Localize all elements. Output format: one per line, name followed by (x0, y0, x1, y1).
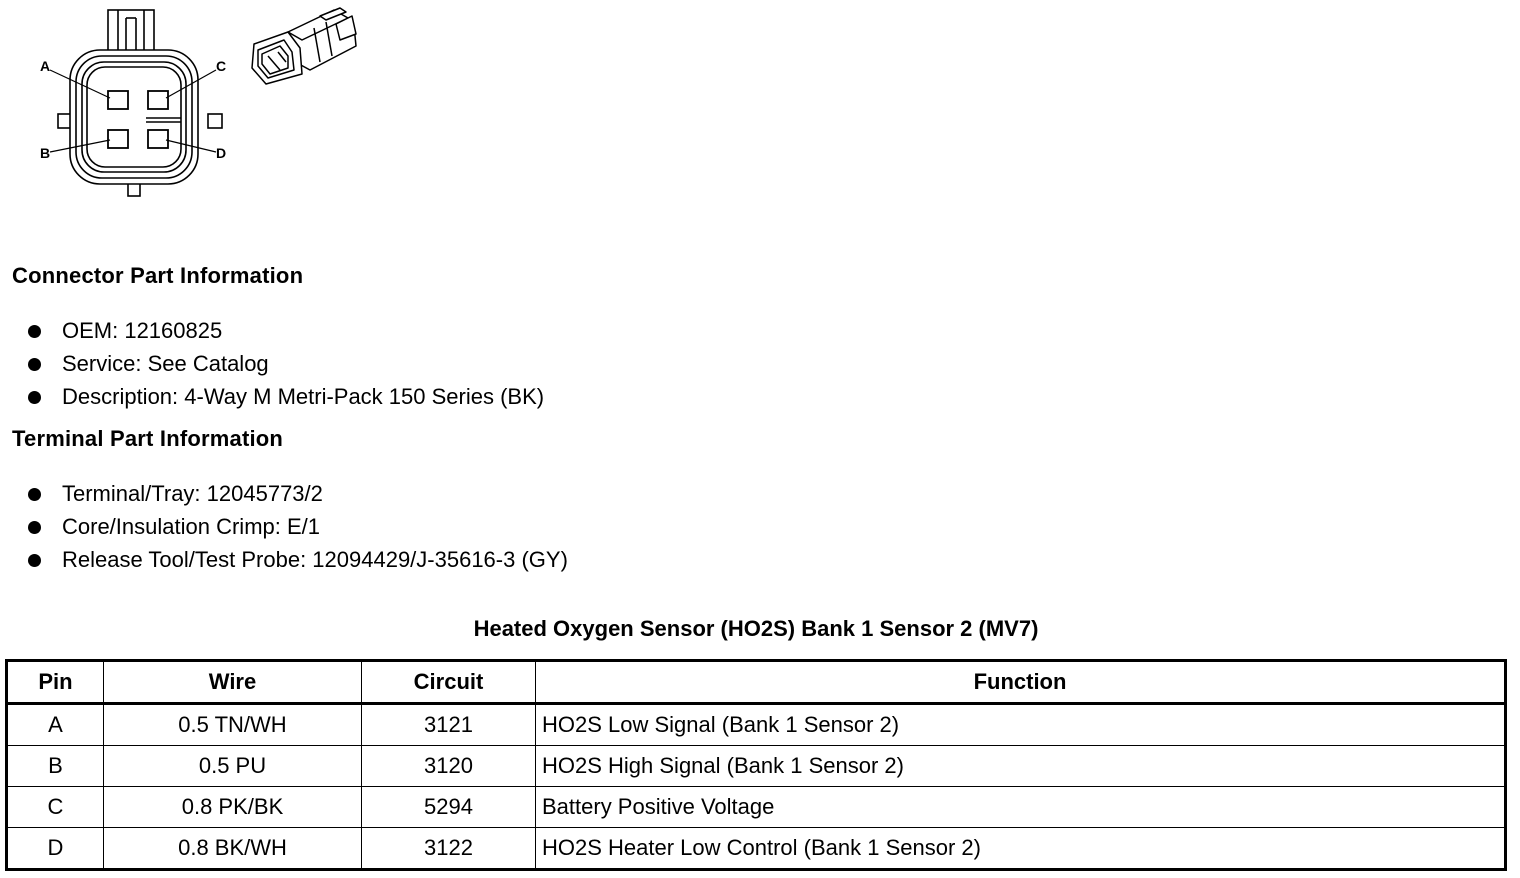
table-title: Heated Oxygen Sensor (HO2S) Bank 1 Sensor 2 (MV7) (473, 616, 1039, 641)
cell-function: Battery Positive Voltage (536, 787, 1506, 828)
bullet-icon (28, 488, 41, 501)
header-function: Function (536, 661, 1506, 704)
table-row (7, 828, 1506, 870)
header-circuit: Circuit (362, 661, 536, 704)
terminal-info-list (28, 480, 568, 579)
cell-function: HO2S High Signal (Bank 1 Sensor 2) (536, 746, 1506, 787)
list-item (28, 317, 544, 350)
pinout-table (5, 659, 1507, 871)
list-item (28, 513, 568, 546)
bullet-icon (28, 554, 41, 567)
header-pin: Pin (7, 661, 104, 704)
connector-3d-view (244, 4, 360, 88)
pin-label-a: A (40, 58, 51, 74)
table-row (7, 746, 1506, 787)
terminal-tray: Terminal/Tray: 12045773/2 (62, 481, 323, 506)
pin-label-c: C (216, 58, 227, 74)
list-item (28, 350, 544, 383)
cell-wire: 0.5 PU (104, 746, 362, 787)
cell-function: HO2S Low Signal (Bank 1 Sensor 2) (536, 704, 1506, 746)
cell-circuit: 3120 (362, 746, 536, 787)
cell-pin: A (7, 704, 104, 746)
pin-label-d: D (216, 145, 227, 161)
bullet-icon (28, 521, 41, 534)
table-header-row (7, 661, 1506, 704)
terminal-crimp: Core/Insulation Crimp: E/1 (62, 514, 320, 539)
table-row (7, 704, 1506, 746)
cell-function: HO2S Heater Low Control (Bank 1 Sensor 2) (536, 828, 1506, 870)
connector-oem: OEM: 12160825 (62, 318, 223, 343)
terminal-info-heading: Terminal Part Information (12, 426, 284, 451)
cell-pin: C (7, 787, 104, 828)
cell-pin: B (7, 746, 104, 787)
bullet-icon (28, 358, 41, 371)
list-item (28, 383, 544, 416)
cell-pin: D (7, 828, 104, 870)
cell-circuit: 5294 (362, 787, 536, 828)
cell-wire: 0.8 BK/WH (104, 828, 362, 870)
pin-label-b: B (40, 145, 51, 161)
cell-circuit: 3122 (362, 828, 536, 870)
connector-info-heading: Connector Part Information (12, 263, 304, 288)
bullet-icon (28, 325, 41, 338)
bullet-icon (28, 391, 41, 404)
list-item (28, 546, 568, 579)
list-item (28, 480, 568, 513)
connector-face-diagram (30, 0, 240, 205)
cell-wire: 0.8 PK/BK (104, 787, 362, 828)
terminal-release-tool: Release Tool/Test Probe: 12094429/J-35616-3 (GY) (62, 547, 568, 572)
connector-service: Service: See Catalog (62, 351, 269, 376)
header-wire: Wire (104, 661, 362, 704)
cell-circuit: 3121 (362, 704, 536, 746)
connector-info-list (28, 317, 544, 416)
cell-wire: 0.5 TN/WH (104, 704, 362, 746)
table-row (7, 787, 1506, 828)
connector-description: Description: 4-Way M Metri-Pack 150 Series (BK) (62, 384, 545, 409)
